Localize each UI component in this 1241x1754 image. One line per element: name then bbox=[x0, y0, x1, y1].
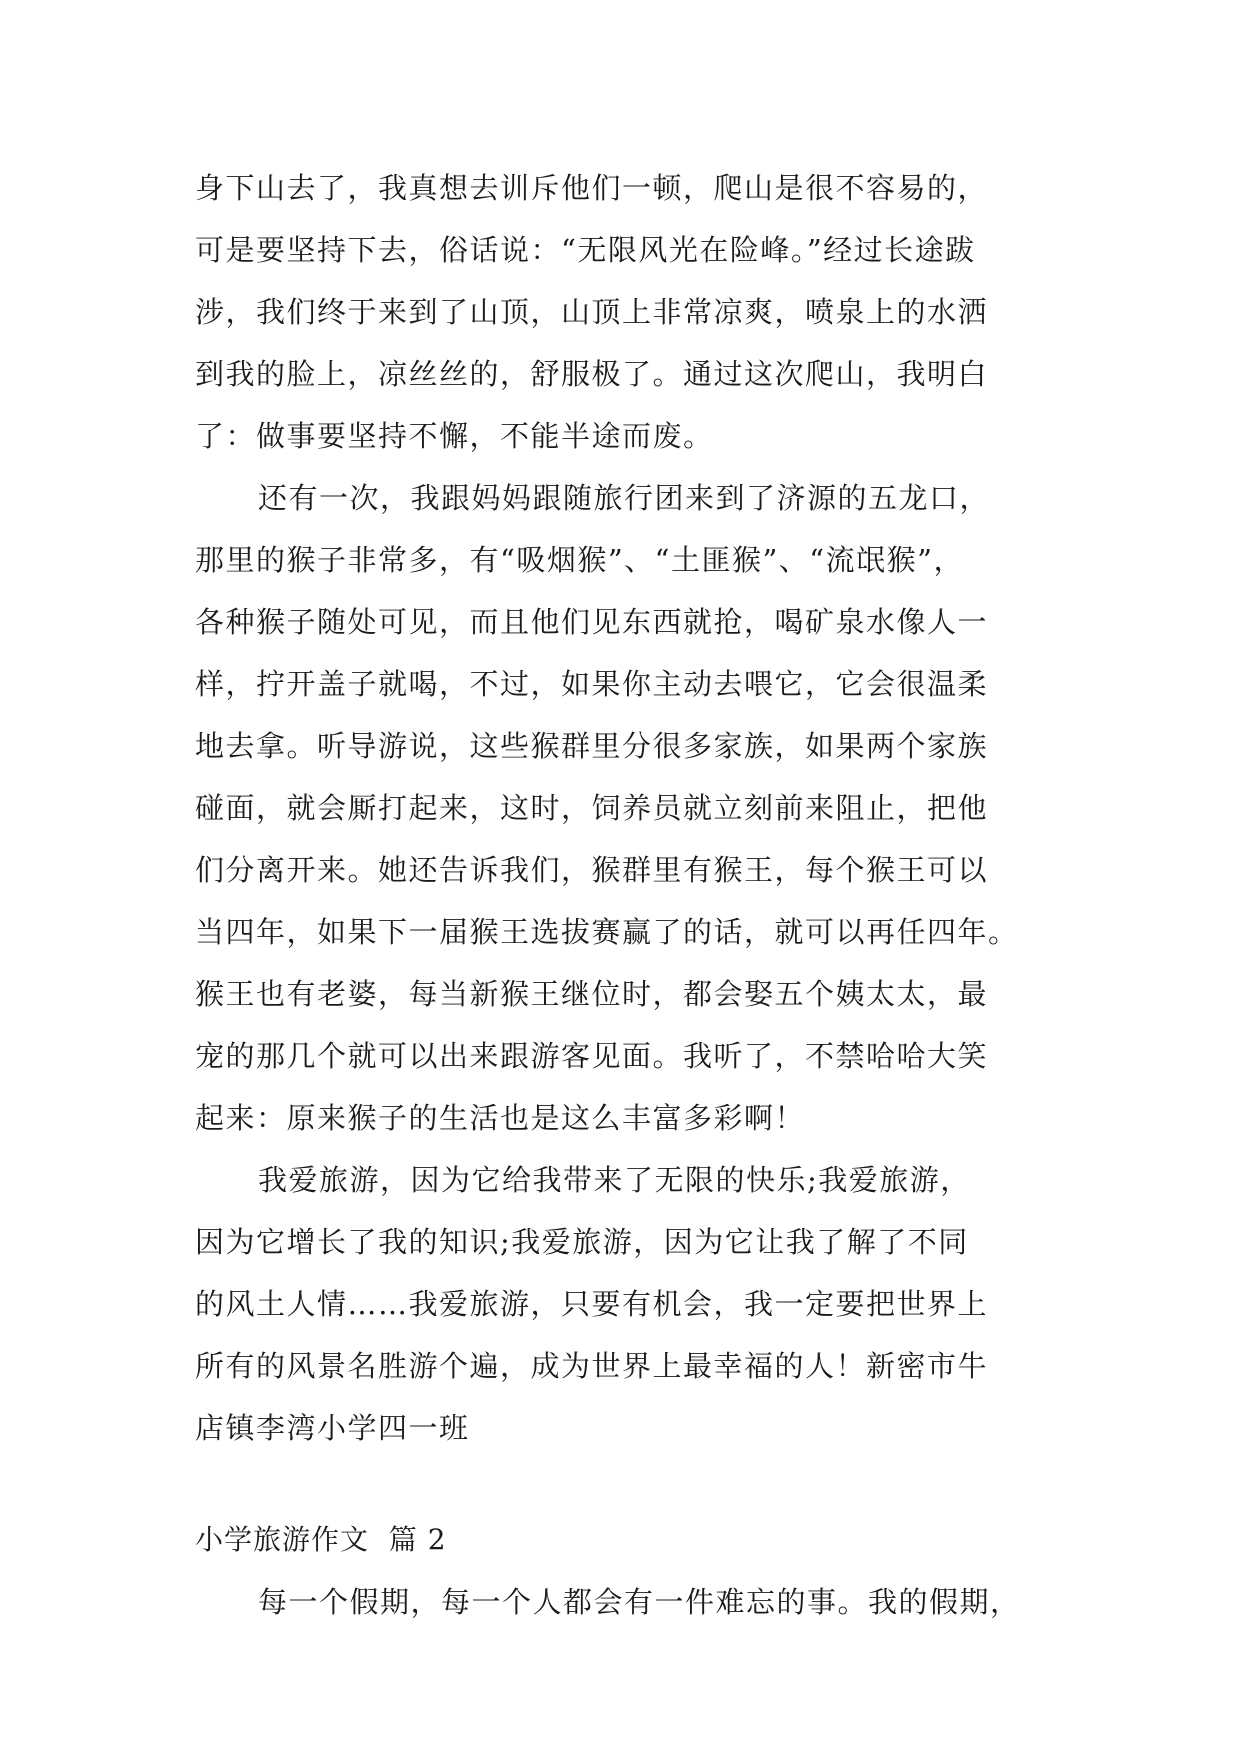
text-line: 各种猴子随处可见，而且他们见东西就抢，喝矿泉水像人一 bbox=[195, 605, 989, 639]
text-line: 猴王也有老婆，每当新猴王继位时，都会娶五个姨太太，最 bbox=[195, 977, 989, 1011]
text-line: 当四年，如果下一届猴王选拔赛赢了的话，就可以再任四年。 bbox=[195, 915, 1019, 949]
text-line: 地去拿。听导游说，这些猴群里分很多家族，如果两个家族 bbox=[195, 729, 989, 763]
paragraph-first-line: 还有一次，我跟妈妈跟随旅行团来到了济源的五龙口， bbox=[258, 481, 991, 515]
text-line: 店镇李湾小学四一班 bbox=[195, 1411, 470, 1445]
text-line: 样，拧开盖子就喝，不过，如果你主动去喂它，它会很温柔 bbox=[195, 667, 989, 701]
text-line: 所有的风景名胜游个遍，成为世界上最幸福的人！新密市牛 bbox=[195, 1349, 989, 1383]
text-line: 身下山去了，我真想去训斥他们一顿，爬山是很不容易的， bbox=[195, 171, 989, 205]
text-line: 可是要坚持下去，俗话说：“无限风光在险峰。”经过长途跋 bbox=[195, 233, 976, 267]
section-title: 小学旅游作文 篇 2 bbox=[195, 1523, 447, 1556]
paragraph-first-line: 每一个假期，每一个人都会有一件难忘的事。我的假期， bbox=[258, 1585, 1021, 1619]
paragraph-first-line: 我爱旅游，因为它给我带来了无限的快乐;我爱旅游， bbox=[258, 1163, 971, 1197]
text-line: 因为它增长了我的知识;我爱旅游，因为它让我了解了不同 bbox=[195, 1225, 969, 1259]
text-line: 涉，我们终于来到了山顶，山顶上非常凉爽，喷泉上的水洒 bbox=[195, 295, 989, 329]
text-line: 那里的猴子非常多，有“吸烟猴”、“土匪猴”、“流氓猴”， bbox=[195, 543, 964, 577]
text-line: 宠的那几个就可以出来跟游客见面。我听了，不禁哈哈大笑 bbox=[195, 1039, 989, 1073]
text-line: 碰面，就会厮打起来，这时，饲养员就立刻前来阻止，把他 bbox=[195, 791, 989, 825]
text-line: 们分离开来。她还告诉我们，猴群里有猴王，每个猴王可以 bbox=[195, 853, 989, 887]
text-line: 到我的脸上，凉丝丝的，舒服极了。通过这次爬山，我明白 bbox=[195, 357, 989, 391]
text-line: 的风土人情……我爱旅游，只要有机会，我一定要把世界上 bbox=[195, 1287, 989, 1321]
text-line: 了：做事要坚持不懈，不能半途而废。 bbox=[195, 419, 714, 453]
text-line: 起来：原来猴子的生活也是这么丰富多彩啊！ bbox=[195, 1101, 806, 1135]
